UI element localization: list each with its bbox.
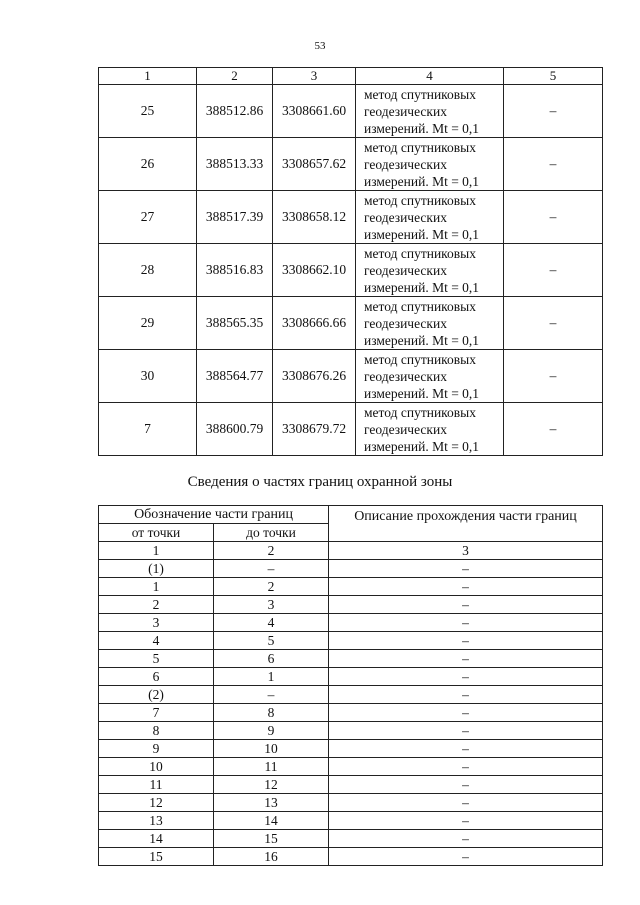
method-line: геодезических — [364, 262, 447, 278]
method-line: геодезических — [364, 368, 447, 384]
point-cell: 28 — [99, 244, 197, 297]
from-point-cell: 2 — [99, 596, 214, 614]
point-cell: 7 — [99, 403, 197, 456]
table-row — [99, 830, 603, 848]
column-5-cell: – — [504, 138, 603, 191]
to-point-cell: 10 — [214, 740, 329, 758]
point-cell: 30 — [99, 350, 197, 403]
to-point-cell: – — [214, 686, 329, 704]
from-point-cell: (2) — [99, 686, 214, 704]
column-5-cell: – — [504, 244, 603, 297]
method-line: измерений. Mt = 0,1 — [364, 226, 480, 242]
table-row — [99, 297, 603, 350]
from-point-cell: 13 — [99, 812, 214, 830]
x-coordinate-cell: 388512.86 — [197, 85, 273, 138]
y-coordinate-cell: 3308657.62 — [273, 138, 356, 191]
y-coordinate-cell: 3308666.66 — [273, 297, 356, 350]
method-cell — [356, 244, 504, 297]
method-line: метод спутниковых — [364, 139, 476, 155]
description-cell: – — [329, 650, 603, 668]
method-line: геодезических — [364, 103, 447, 119]
to-point-cell: – — [214, 560, 329, 578]
column-5-cell: – — [504, 350, 603, 403]
table-row — [99, 758, 603, 776]
from-point-cell: 5 — [99, 650, 214, 668]
table-row — [99, 244, 603, 297]
column-number-row — [99, 542, 603, 560]
to-point-cell: 6 — [214, 650, 329, 668]
table-row — [99, 560, 603, 578]
method-line: измерений. Mt = 0,1 — [364, 279, 480, 295]
point-cell: 29 — [99, 297, 197, 350]
column-number-1: 1 — [99, 542, 214, 560]
y-coordinate-cell: 3308662.10 — [273, 244, 356, 297]
column-5-cell: – — [504, 403, 603, 456]
description-cell: – — [329, 848, 603, 866]
from-point-cell: (1) — [99, 560, 214, 578]
description-cell: – — [329, 794, 603, 812]
column-number-3: 3 — [273, 68, 356, 85]
table-row — [99, 350, 603, 403]
column-number-5: 5 — [504, 68, 603, 85]
to-point-cell: 11 — [214, 758, 329, 776]
table-row — [99, 85, 603, 138]
table-row — [99, 138, 603, 191]
x-coordinate-cell: 388564.77 — [197, 350, 273, 403]
description-cell: – — [329, 758, 603, 776]
x-coordinate-cell: 388600.79 — [197, 403, 273, 456]
column-number-2: 2 — [197, 68, 273, 85]
table-row — [99, 632, 603, 650]
table-row — [99, 578, 603, 596]
from-point-cell: 1 — [99, 578, 214, 596]
from-point-cell: 6 — [99, 668, 214, 686]
column-number-1: 1 — [99, 68, 197, 85]
from-point-cell: 4 — [99, 632, 214, 650]
method-cell — [356, 138, 504, 191]
table-row — [99, 668, 603, 686]
description-cell: – — [329, 704, 603, 722]
y-coordinate-cell: 3308658.12 — [273, 191, 356, 244]
y-coordinate-cell: 3308679.72 — [273, 403, 356, 456]
y-coordinate-cell: 3308676.26 — [273, 350, 356, 403]
to-point-cell: 8 — [214, 704, 329, 722]
table-row — [99, 776, 603, 794]
description-cell: – — [329, 812, 603, 830]
method-line: метод спутниковых — [364, 351, 476, 367]
method-cell — [356, 297, 504, 350]
column-5-cell: – — [504, 191, 603, 244]
boundary-designation-header: Обозначение части границ — [99, 506, 329, 524]
column-number-4: 4 — [356, 68, 504, 85]
table-row — [99, 722, 603, 740]
from-point-cell: 9 — [99, 740, 214, 758]
method-line: метод спутниковых — [364, 404, 476, 420]
method-line: измерений. Mt = 0,1 — [364, 385, 480, 401]
method-line: геодезических — [364, 421, 447, 437]
x-coordinate-cell: 388516.83 — [197, 244, 273, 297]
method-line: измерений. Mt = 0,1 — [364, 438, 480, 454]
description-cell: – — [329, 722, 603, 740]
to-point-cell: 2 — [214, 578, 329, 596]
from-point-cell: 12 — [99, 794, 214, 812]
to-point-cell: 1 — [214, 668, 329, 686]
column-5-cell: – — [504, 297, 603, 350]
table-row — [99, 740, 603, 758]
table-header-row — [99, 506, 603, 524]
to-point-cell: 14 — [214, 812, 329, 830]
description-cell: – — [329, 740, 603, 758]
to-point-cell: 9 — [214, 722, 329, 740]
method-line: геодезических — [364, 156, 447, 172]
table-row — [99, 403, 603, 456]
method-cell — [356, 350, 504, 403]
method-line: метод спутниковых — [364, 86, 476, 102]
to-point-cell: 15 — [214, 830, 329, 848]
from-point-cell: 3 — [99, 614, 214, 632]
method-cell — [356, 85, 504, 138]
y-coordinate-cell: 3308661.60 — [273, 85, 356, 138]
method-line: измерений. Mt = 0,1 — [364, 120, 480, 136]
point-cell: 25 — [99, 85, 197, 138]
from-point-cell: 14 — [99, 830, 214, 848]
point-cell: 27 — [99, 191, 197, 244]
column-5-cell: – — [504, 85, 603, 138]
from-point-header: от точки — [99, 524, 214, 542]
from-point-cell: 10 — [99, 758, 214, 776]
x-coordinate-cell: 388565.35 — [197, 297, 273, 350]
description-cell: – — [329, 578, 603, 596]
to-point-cell: 13 — [214, 794, 329, 812]
section-title: Сведения о частях границ охранной зоны — [187, 474, 453, 490]
table-row — [99, 614, 603, 632]
method-cell — [356, 191, 504, 244]
column-number-2: 2 — [214, 542, 329, 560]
table-row — [99, 191, 603, 244]
to-point-header: до точки — [214, 524, 329, 542]
description-cell: – — [329, 596, 603, 614]
method-cell — [356, 403, 504, 456]
from-point-cell: 7 — [99, 704, 214, 722]
method-line: геодезических — [364, 209, 447, 225]
description-cell: – — [329, 614, 603, 632]
method-line: измерений. Mt = 0,1 — [364, 173, 480, 189]
boundary-description-header: Описание прохождения части границ — [329, 506, 603, 542]
table-row — [99, 812, 603, 830]
table-row — [99, 650, 603, 668]
table-row — [99, 794, 603, 812]
table-header-row — [99, 68, 603, 85]
page-number: 53 — [314, 40, 326, 52]
description-cell: – — [329, 632, 603, 650]
to-point-cell: 3 — [214, 596, 329, 614]
table-row — [99, 704, 603, 722]
method-line: геодезических — [364, 315, 447, 331]
from-point-cell: 15 — [99, 848, 214, 866]
table-row — [99, 686, 603, 704]
description-cell: – — [329, 776, 603, 794]
to-point-cell: 16 — [214, 848, 329, 866]
description-cell: – — [329, 560, 603, 578]
boundary-parts-table — [98, 505, 603, 866]
from-point-cell: 8 — [99, 722, 214, 740]
method-line: метод спутниковых — [364, 245, 476, 261]
table-row — [99, 848, 603, 866]
x-coordinate-cell: 388513.33 — [197, 138, 273, 191]
description-cell: – — [329, 668, 603, 686]
to-point-cell: 12 — [214, 776, 329, 794]
table-row — [99, 596, 603, 614]
method-line: метод спутниковых — [364, 192, 476, 208]
to-point-cell: 4 — [214, 614, 329, 632]
method-line: измерений. Mt = 0,1 — [364, 332, 480, 348]
method-line: метод спутниковых — [364, 298, 476, 314]
point-cell: 26 — [99, 138, 197, 191]
to-point-cell: 5 — [214, 632, 329, 650]
from-point-cell: 11 — [99, 776, 214, 794]
column-number-3: 3 — [329, 542, 603, 560]
description-cell: – — [329, 686, 603, 704]
coordinates-table — [98, 67, 603, 456]
description-cell: – — [329, 830, 603, 848]
x-coordinate-cell: 388517.39 — [197, 191, 273, 244]
